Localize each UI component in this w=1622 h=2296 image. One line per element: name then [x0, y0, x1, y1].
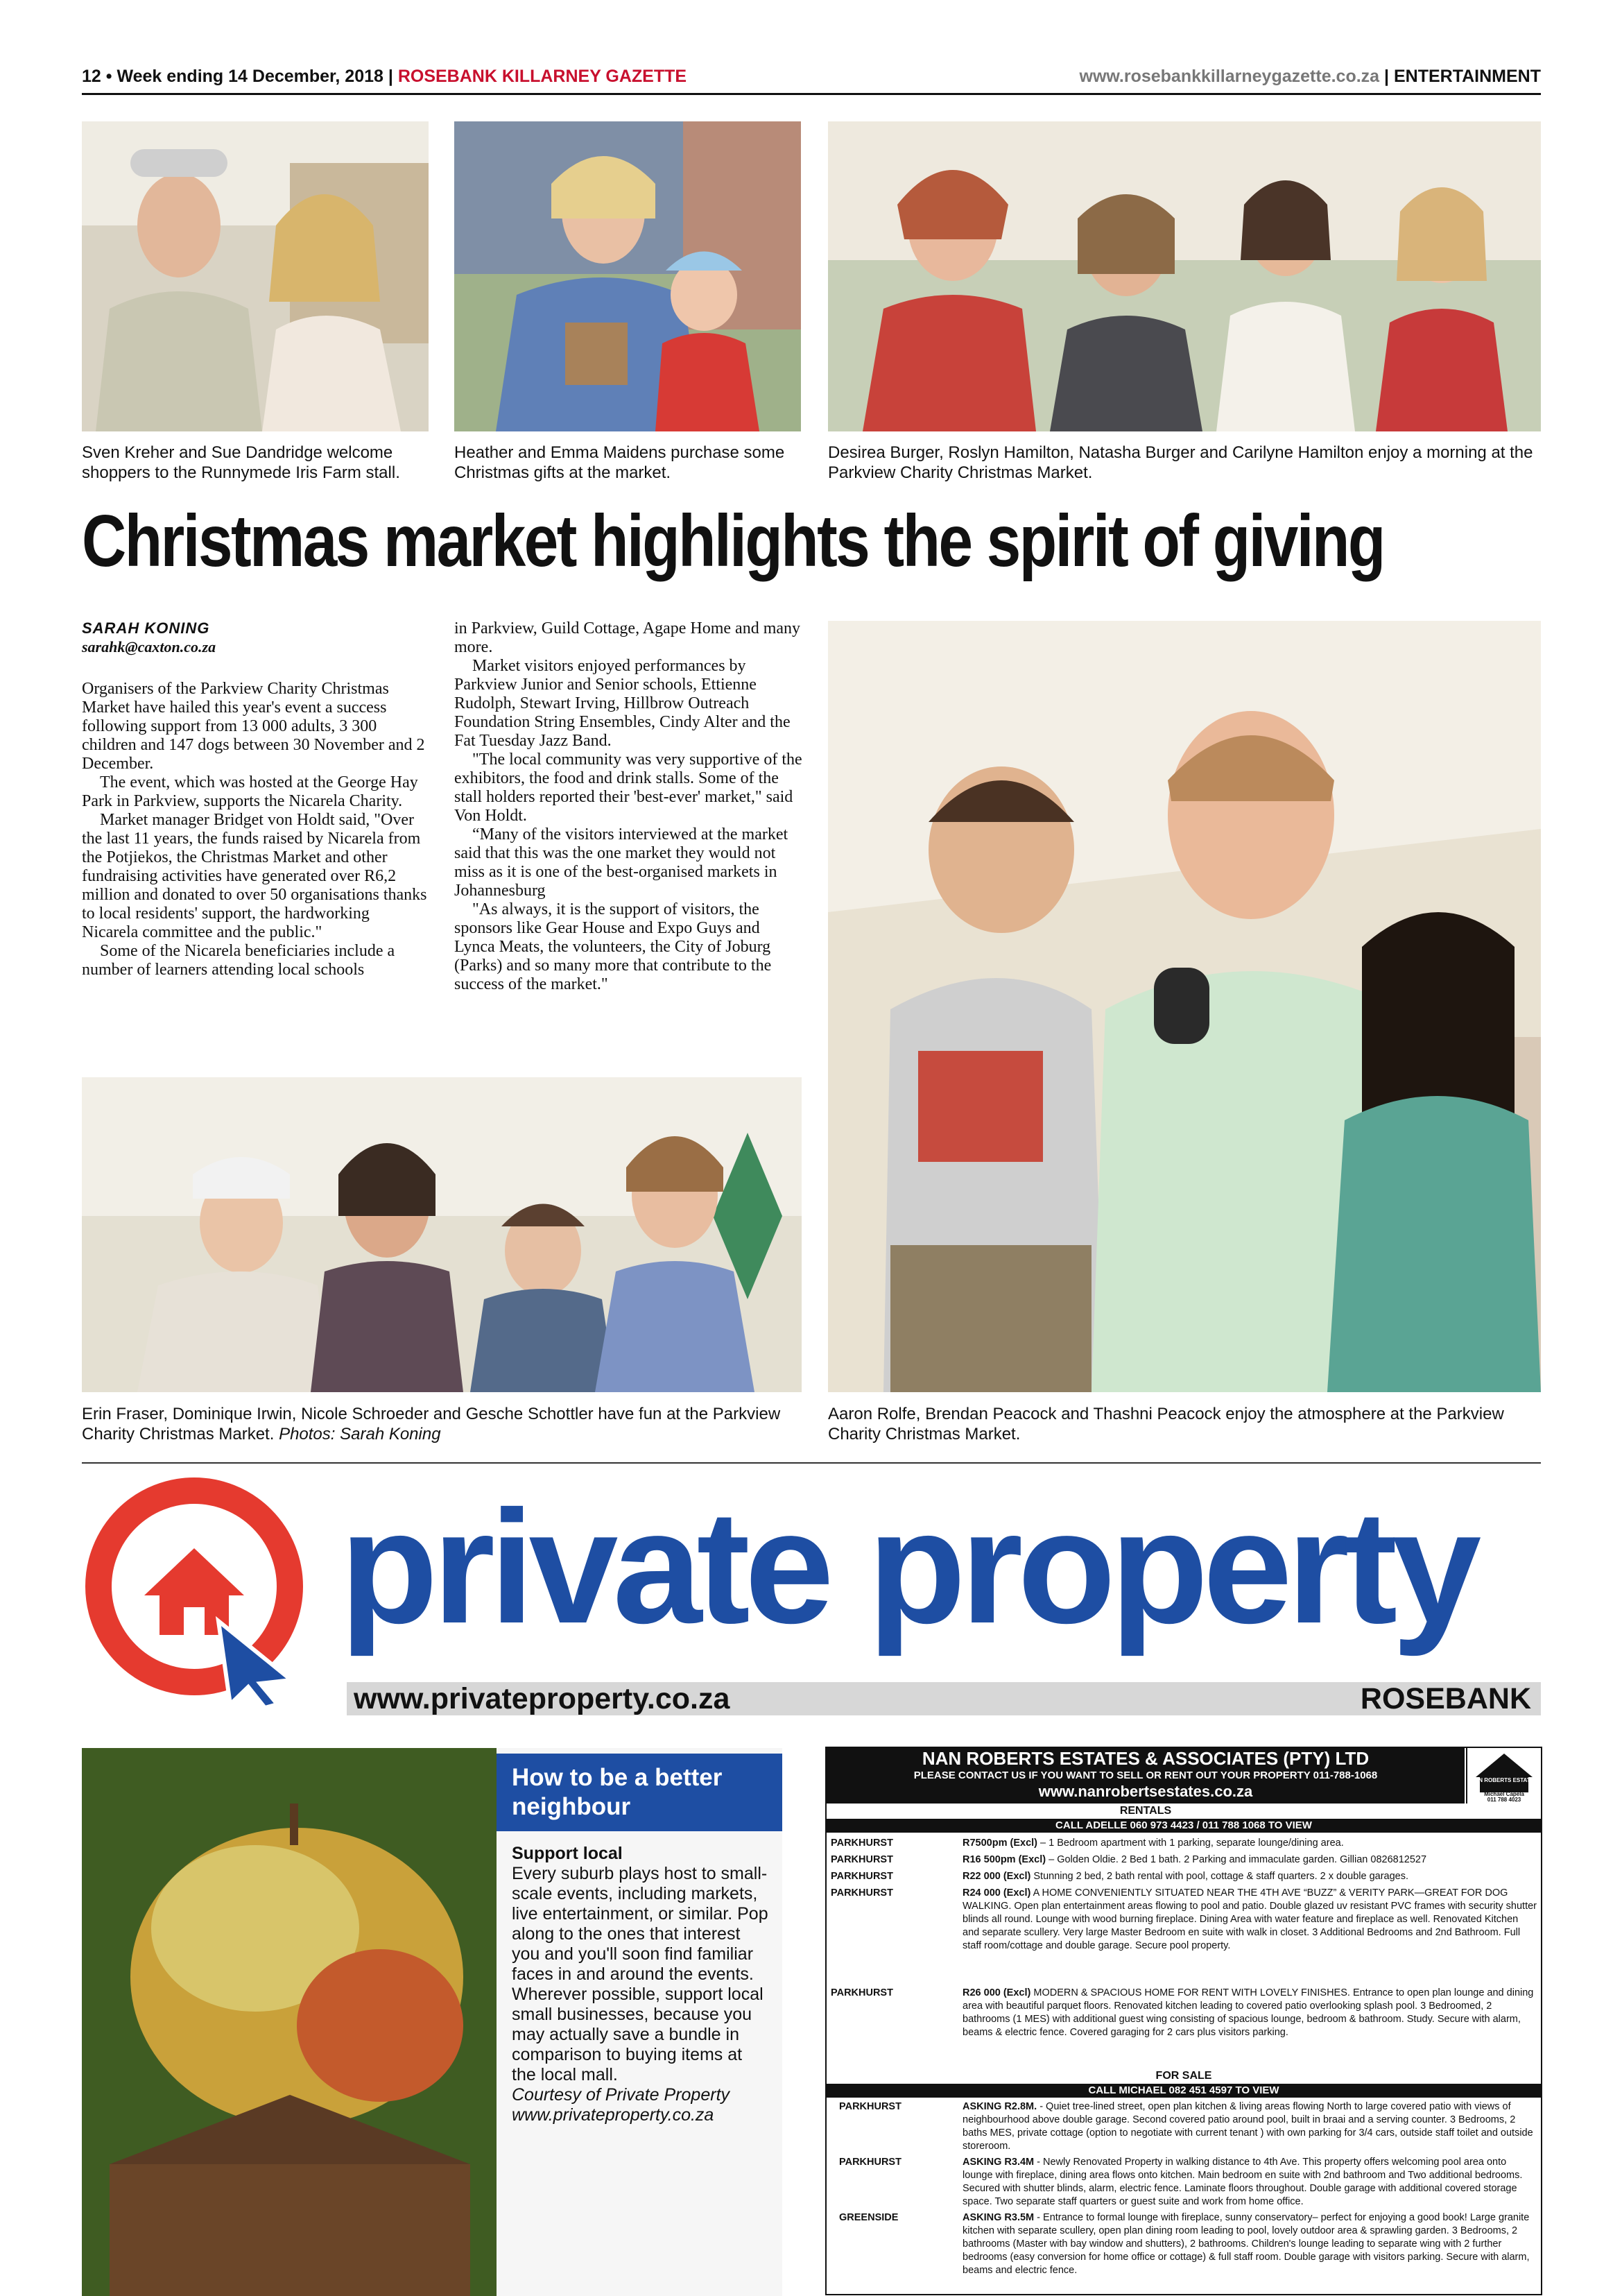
article-paragraph: "As always, it is the support of visitors, the sponsors like Gear House and Expo Guys and Lynca Meats, the volunteers, the City of Joburg (Parks) and so many more that contribute to the success of the market." — [454, 900, 772, 993]
author-email[interactable]: sarahk@caxton.co.za — [82, 638, 216, 656]
article-paragraph: “Many of the visitors interviewed at the market said that this was the one market they would not miss as it is one of the best-organised markets in Johannesburg — [454, 825, 788, 900]
private-property-url[interactable]: www.privateproperty.co.za — [354, 1682, 730, 1715]
page-header — [82, 64, 1541, 92]
nan-roberts-contact: PLEASE CONTACT US IF YOU WANT TO SELL OR RENT OUT YOUR PROPERTY 011-788-1068 — [913, 1770, 1378, 1781]
caption-photo-2: Heather and Emma Maidens purchase some Christmas gifts at the market. — [454, 443, 785, 482]
section-name: | ENTERTAINMENT — [1384, 67, 1541, 86]
private-property-logo — [83, 1472, 312, 1708]
photo-maidens-image — [454, 121, 801, 431]
photo-kreher-dandridge — [82, 121, 429, 431]
header-rule — [82, 93, 1541, 95]
article-column-2 — [454, 619, 802, 994]
article-paragraph: Organisers of the Parkview Charity Christmas Market have hailed this year's event a success following support from 13 000 adults, 3 300 children and 147 dogs between 30 November and 2 December. — [82, 680, 425, 773]
nan-roberts-logo-tel: 011 788 4023 — [1487, 1797, 1521, 1803]
photo-kreher-dandridge-image — [82, 121, 429, 431]
listing-price: R22 000 (Excl) — [963, 1871, 1031, 1882]
listing-price: ASKING R3.4M — [963, 2157, 1035, 2168]
listing-text: A HOME CONVENIENTLY SITUATED NEAR THE 4TH AVE “BUZZ” & VERITY PARK—GREAT FOR DOG WALKING. Open plan entertainment areas flowing to pool and patio. Double glazed uv resistant PVC frames with security shutter blinds all round. Lounge with wood burning fireplace. Dining Area with water feature and fireplace as well. Renovated Kitchen and separate scullery. Very large Master Bedroom en suite with walk in closet. 3 Additional Bedrooms and 2nd Bathroom. Full staff room/cottage and double garage. Secure pool property. — [963, 1887, 1537, 1951]
photo-burger-hamilton — [828, 121, 1541, 431]
listing-area: PARKHURST — [831, 1887, 893, 1899]
caption-photo-3: Desirea Burger, Roslyn Hamilton, Natasha Burger and Carilyne Hamilton enjoy a morning at the Parkview Charity Christmas Market. — [828, 443, 1533, 482]
listing-row[interactable] — [839, 2211, 1537, 2277]
listing-text: Stunning 2 bed, 2 bath rental with pool, cottage & staff quarters. 2 x double garages. — [1033, 1871, 1408, 1882]
nan-roberts-ad — [825, 1747, 1542, 2295]
listing-text: – Golden Oldie. 2 Bed 1 bath. 2 Parking and immaculate garden. Gillian 0826812527 — [1049, 1854, 1427, 1865]
listing-row[interactable] — [831, 1853, 1537, 1869]
sale-call: CALL MICHAEL 082 451 4597 TO VIEW — [827, 2084, 1541, 2098]
section-divider — [82, 1462, 1541, 1464]
tip-credit: Courtesy of Private Property — [512, 2085, 730, 2105]
listing-area: GREENSIDE — [839, 2212, 899, 2223]
private-property-title: private property — [340, 1477, 1476, 1657]
caption-photo-1: Sven Kreher and Sue Dandridge welcome shoppers to the Runnymede Iris Farm stall. — [82, 443, 400, 482]
private-property-location: ROSEBANK — [1360, 1682, 1531, 1715]
photo-burger-hamilton-image — [828, 121, 1541, 431]
photo-rolfe-peacock — [828, 621, 1541, 1392]
nan-roberts-header — [827, 1748, 1465, 1804]
nan-roberts-website[interactable]: www.nanrobertsestates.co.za — [1038, 1783, 1253, 1800]
tip-text: Every suburb plays host to small-scale events, including markets, live entertainment, or similar. Pop along to the ones that interest you and you'll soon find familiar faces in and around the events. Wherever possible, support local small businesses, because you may actually save a bundle in comparison to buying items at the local mall. — [512, 1864, 768, 2084]
paper-name: ROSEBANK KILLARNEY GAZETTE — [397, 67, 687, 86]
listing-text: - Entrance to formal lounge with fireplace, sunny conservatory– perfect for enjoying a good book! Large granite kitchen with separate scullery, open plan dining room leading to pool, lovely outdoor area & sprawling garden. 3 Bedrooms, 2 bathrooms (Master with bay window and shutters), 2 bathrooms. Children's lounge leading to separate wing with 2 further bedrooms (easy conversion for home office or cottage) & full staff room. Double garage with visitors parking. Secure with alarm, beams and electric fence. — [963, 2212, 1530, 2276]
listing-price: R16 500pm (Excl) — [963, 1854, 1046, 1865]
article-paragraph: Market manager Bridget von Holdt said, "Over the last 11 years, the funds raised by Nicarela from the Potjiekos, the Christmas Market and other fundraising activities have generated over R6,2 million and donated to over 50 organisations thanks to local residents' support, the hardworking Nicarela committee and the public." — [82, 811, 427, 941]
article-paragraph: Some of the Nicarela beneficiaries include a number of learners attending local schools — [82, 942, 395, 979]
listing-area: PARKHURST — [839, 2157, 901, 2168]
tip-title: How to be a better neighbour — [512, 1764, 723, 1820]
listing-row[interactable] — [839, 2156, 1537, 2209]
listing-area: PARKHURST — [831, 1987, 893, 1998]
listing-price: ASKING R2.8M. — [963, 2101, 1037, 2112]
photo-rolfe-peacock-image — [828, 621, 1541, 1392]
photo-fraser-irwin-group — [82, 1077, 802, 1392]
author-byline: SARAH KONING — [82, 619, 210, 637]
nan-roberts-name: NAN ROBERTS ESTATES & ASSOCIATES (PTY) LTD — [922, 1748, 1370, 1769]
caption-photo-4 — [82, 1404, 803, 1444]
rentals-call: CALL ADELLE 060 973 4423 / 011 788 1068 TO VIEW — [827, 1819, 1541, 1833]
photo-credit: Photos: Sarah Koning — [279, 1425, 441, 1443]
listing-row[interactable] — [839, 2100, 1537, 2153]
tip-body — [512, 1844, 768, 2125]
house-cursor-icon — [83, 1472, 312, 1708]
tip-credit-url[interactable]: www.privateproperty.co.za — [512, 2105, 714, 2125]
photo-maidens — [454, 121, 801, 431]
for-sale-label: FOR SALE — [1155, 2070, 1212, 2082]
tip-subhead: Support local — [512, 1844, 623, 1863]
listing-price: R7500pm (Excl) — [963, 1837, 1037, 1849]
private-property-bar — [347, 1682, 1541, 1715]
listing-price: ASKING R3.5M — [963, 2212, 1035, 2223]
listing-text: - Newly Renovated Property in walking distance to 4th Ave. This property offers welcoming pool area onto lounge with fireplace, dining area flows onto kitchen. Main bedroom en suite with 2nd bathroom and Two additional bedrooms. Secured with shutter blinds, alarm, electric fence. Laminate floors throughout. Double garage with additional covered storage space. Two separate staff quarters or guest suite and work from home office. — [963, 2157, 1523, 2207]
listing-row[interactable] — [831, 1887, 1537, 1984]
listing-row[interactable] — [831, 1987, 1537, 2070]
listing-price: R26 000 (Excl) — [963, 1987, 1031, 1998]
listing-price: R24 000 (Excl) — [963, 1887, 1031, 1899]
article-paragraph: The event, which was hosted at the George Hay Park in Parkview, supports the Nicarela Charity. — [82, 773, 418, 810]
listing-area: PARKHURST — [831, 1837, 893, 1849]
listing-area: PARKHURST — [831, 1871, 893, 1882]
article-headline: Christmas market highlights the spirit of giving — [82, 500, 1384, 582]
listing-text: - Quiet tree-lined street, open plan kitchen & living areas flowing North to large covered patio with views of neighbourhood above double garage. Second covered patio around pool, built in braai and a serving counter. 3 Bedrooms, 2 baths MES, private cottage (option to negotiate with current tenant ) with own parking for 3/4 cars, outside staff toilet and outside storeroom. — [963, 2101, 1533, 2152]
listing-text: – 1 Bedroom apartment with 1 parking, separate lounge/dining area. — [1040, 1837, 1344, 1849]
article-column-1 — [82, 680, 430, 979]
listing-row[interactable] — [831, 1870, 1537, 1885]
tip-title-box — [497, 1754, 782, 1831]
listing-area: PARKHURST — [831, 1854, 893, 1865]
caption-photo-4-text: Erin Fraser, Dominique Irwin, Nicole Schroeder and Gesche Schottler have fun at the Parkview Charity Christmas Market. — [82, 1405, 781, 1443]
listing-area: PARKHURST — [839, 2101, 901, 2112]
caption-photo-5: Aaron Rolfe, Brendan Peacock and Thashni Peacock enjoy the atmosphere at the Parkview Charity Christmas Market. — [828, 1405, 1504, 1443]
listing-row[interactable] — [831, 1837, 1537, 1852]
article-paragraph: in Parkview, Guild Cottage, Agape Home and many more. — [454, 619, 801, 656]
nan-roberts-logo-sub: Michael Capela — [1484, 1791, 1524, 1797]
article-paragraph: "The local community was very supportive of the exhibitors, the food and drink stalls. Some of the stall holders reported their 'best-ever' market," said Von Holdt. — [454, 751, 802, 825]
article-paragraph: Market visitors enjoyed performances by Parkview Junior and Senior schools, Ettienne Rudolph, Stewart Irving, Hillbrow Outreach Foundation String Ensembles, Cindy Alter and the Fat Tuesday Jazz Band. — [454, 657, 791, 750]
page-info: 12 • Week ending 14 December, 2018 | — [82, 67, 393, 86]
nan-roberts-logo-text: NAN ROBERTS ESTATES — [1470, 1777, 1538, 1783]
rentals-label: RENTALS — [1119, 1805, 1172, 1817]
listing-text: MODERN & SPACIOUS HOME FOR RENT WITH LOVELY FINISHES. Entrance to open plan lounge and dining area with beautiful parquet floors. Renovated kitchen leading to covered patio overlooking splash pool. 3 Bedroomed, 2 bathrooms (1 MES) with additional guest wing consisting of spacious lounge, bedroom & bathroom. Study. Secure with alarm, beams & electric fence. Covered garaging for 2 cars plus visitors parking. — [963, 1987, 1534, 2038]
website-link[interactable]: www.rosebankkillarneygazette.co.za — [1079, 67, 1380, 86]
nan-roberts-logo — [1466, 1748, 1541, 1804]
photo-fraser-irwin-group-image — [82, 1077, 802, 1392]
